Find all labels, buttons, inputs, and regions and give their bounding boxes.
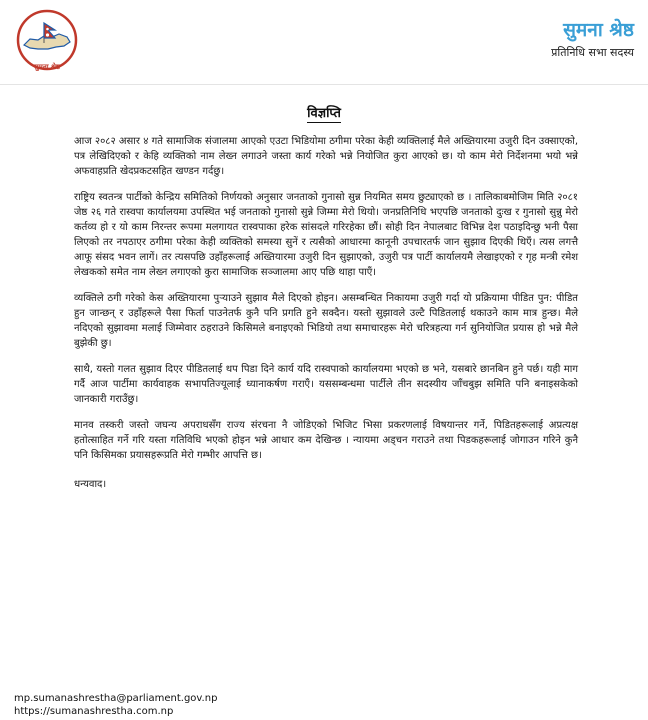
paragraph: राष्ट्रिय स्वतन्त्र पार्टीको केन्द्रिय समितिको निर्णयको अनुसार जनताको गुनासो सुन्न नियमित समय छुट्याएको छ । तालिकाबमोजिम मिति २०८१ जेष्ठ २६ गते रास्वपा कार्यालयमा उपस्थित भई जनताको गुनासो सुन्ने जिम्मा मेरो थियो। जनप्रतिनिधि भएपछि जनताको दुःख र गुनासो सुन्नु मेरो कर्तव्य हो र यो काम निरन्तर रूपमा मलगायत रास्वपाका हरेक सांसदले गरिरहेका छौं। सोही दिन नेपालबाट विभिन्न देश पठाइदिन्छु भनी पैसा लिएको तर नपठाएर ठगीमा परेका केही व्यक्तिको समस्या सुनें र त्यसैको आधारमा कानूनी उपचारतर्फ जान सुझाव दिएकी थिएँ। त्यस लगत्तै आफू संसद भवन लागें। तर त्यसपछि उहाँहरूलाई अख्तियारमा उजुरी दिन सुझाएको, उजुरी पत्र पार्टी कार्यालयमै लेखाइएको र गृह मन्त्री रमेश लेखकको समेत नाम लेख्न लगाएको कुरा सामाजिक सञ्जालमा आए पछि थाहा पाएँ। <box>74 192 578 278</box>
contact-footer <box>14 692 217 718</box>
paragraph: साथै, यस्तो गलत सुझाव दिएर पीडितलाई थप पिडा दिने कार्य यदि रास्वपाको कार्यालयमा भएको छ भने, यसबारे छानबिन हुने पर्छ। यही माग गर्दै आज पार्टीमा कार्यवाहक सभापतिज्यूलाई ध्यानाकर्षण गराएँ। यससम्बन्धमा पार्टीले तीन सदस्यीय जाँचबुझ समिति पनि बनाइसकेको जानकारी गराउँछु। <box>74 364 578 405</box>
paragraph: मानव तस्करी जस्तो जघन्य अपराधसँग राज्य संरचना नै जोडिएको भिजिट भिसा प्रकरणलाई विषयान्तर गर्ने, पिडितहरूलाई अप्रत्यक्ष हतोत्साहित गर्ने गरि यस्ता गतिविधि भएको होइन भन्ने आधार कम देखिन्छ । न्यायमा अड्चन गराउने तथा पिडकहरूलाई जोगाउन गरिने कुनै पनि किसिमका प्रयासहरूप्रति मेरो गम्भीर आपत्ति छ। <box>74 420 578 461</box>
document-title-text: विज्ञप्ति <box>307 106 341 121</box>
author-name: सुमना श्रेष्ठ <box>563 19 634 41</box>
author-designation: प्रतिनिधि सभा सदस्य <box>551 46 634 59</box>
document-title <box>0 103 648 121</box>
document-body <box>74 134 578 503</box>
closing-text: धन्यवाद। <box>74 479 107 490</box>
website-link[interactable]: https://sumanashrestha.com.np <box>14 706 174 717</box>
logo-caption: सुमना श्रेष्ठ <box>33 63 61 71</box>
paragraph: व्यक्तिले ठगी गरेको केस अख्तियारमा पुऱ्याउने सुझाव मैले दिएको होइन। असम्बन्धित निकायमा उजुरी गर्दा यो प्रक्रियामा पीडित पुन: पीडित हुन जान्छन् र उहाँहरूले पैसा फिर्ता पाउनेतर्फ कुनै पनि प्रगति हुने सक्दैन। यस्तो सुझावले उल्टै पिडितलाई थकाउने काम मात्र हुन्छ। मैले नदिएको सुझावमा मलाई जिम्मेवार ठहराउने किसिमले बनाइएको भिडियो तथा समाचारहरू मेरो चरित्रहत्या गर्न सुनियोजित प्रयास हो भन्ने मैले बुझेकी छु। <box>74 293 578 349</box>
header-divider <box>0 84 648 85</box>
paragraph: आज २०८२ असार ४ गते सामाजिक संजालमा आएको एउटा भिडियोमा ठगीमा परेका केही व्यक्तिलाई मैले अख्तियारमा उजुरी दिन उक्साएको, पत्र लेखिदिएको र केहि व्यक्तिको नाम लेख्न लगाउने जस्ता कार्य गरेको भन्ने नियोजित कुरा आएको छ। यो काम मेरो निर्देशनमा भयो भन्ने अफवाहप्रति खेदप्रकटसहित खण्डन गर्दछु। <box>74 136 578 177</box>
email-link[interactable]: mp.sumanashrestha@parliament.gov.np <box>14 693 218 704</box>
letterhead <box>551 18 634 60</box>
